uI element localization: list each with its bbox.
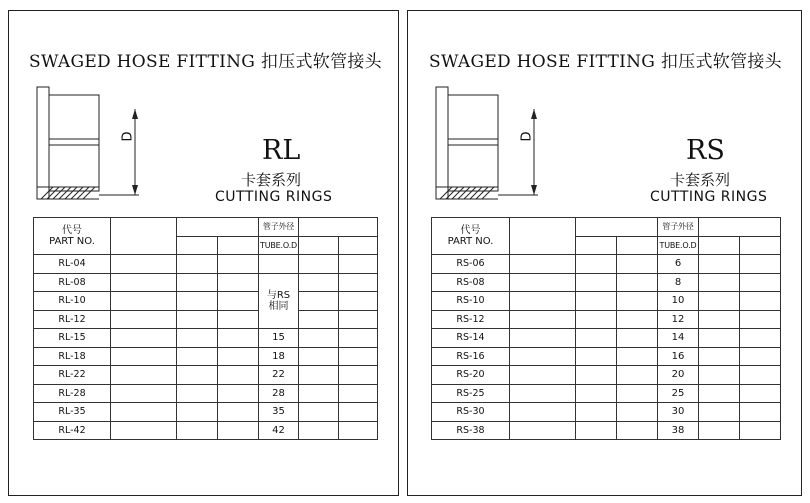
part-no-cell: RS-08 bbox=[432, 273, 510, 292]
part-no-cell: RL-28 bbox=[34, 384, 111, 403]
part-no-cell: RS-30 bbox=[432, 403, 510, 422]
panel-title: SWAGED HOSE FITTING 扣压式软管接头 bbox=[429, 52, 782, 72]
series-name-cn: 卡套系列 bbox=[670, 171, 731, 189]
tube-od-cell: 30 bbox=[658, 403, 699, 422]
part-no-cell: RS-06 bbox=[432, 255, 510, 274]
same-as-rs-note: 与RS 相同 bbox=[259, 273, 299, 329]
part-no-cell: RL-08 bbox=[34, 273, 111, 292]
part-no-cell: RL-15 bbox=[34, 329, 111, 348]
tube-od-cell: 12 bbox=[658, 310, 699, 329]
tube-od-header-en: TUBE.O.D bbox=[658, 236, 699, 255]
part-no-cell: RL-22 bbox=[34, 366, 111, 385]
part-no-cell: RL-10 bbox=[34, 292, 111, 311]
tube-od-cell: 18 bbox=[259, 347, 299, 366]
part-no-cell: RS-16 bbox=[432, 347, 510, 366]
tube-od-header-cn: 管子外径 bbox=[259, 218, 299, 237]
tube-od-header-en: TUBE.O.D bbox=[259, 236, 299, 255]
spec-table bbox=[431, 217, 781, 440]
fitting-drawing bbox=[31, 79, 151, 209]
tube-od-cell: 15 bbox=[259, 329, 299, 348]
tube-od-cell: 25 bbox=[658, 384, 699, 403]
tube-od-header-cn: 管子外径 bbox=[658, 218, 699, 237]
tube-od-cell: 35 bbox=[259, 403, 299, 422]
tube-od-cell: 42 bbox=[259, 421, 299, 440]
tube-od-cell: 16 bbox=[658, 347, 699, 366]
tube-od-cell: 20 bbox=[658, 366, 699, 385]
dimension-label-d: D bbox=[519, 131, 535, 142]
tube-od-cell: 6 bbox=[658, 255, 699, 274]
part-no-cell: RS-25 bbox=[432, 384, 510, 403]
series-name-cn: 卡套系列 bbox=[241, 171, 302, 189]
series-name-en: CUTTING RINGS bbox=[215, 189, 333, 205]
tube-od-cell: 28 bbox=[259, 384, 299, 403]
fitting-drawing bbox=[430, 79, 550, 209]
part-no-cell: RL-42 bbox=[34, 421, 111, 440]
part-no-header: 代号 PART NO. bbox=[34, 218, 111, 255]
part-no-cell: RS-14 bbox=[432, 329, 510, 348]
spec-table bbox=[33, 217, 378, 440]
tube-od-cell: 22 bbox=[259, 366, 299, 385]
panel-title: SWAGED HOSE FITTING 扣压式软管接头 bbox=[29, 52, 382, 72]
part-no-cell: RS-10 bbox=[432, 292, 510, 311]
part-no-cell: RL-18 bbox=[34, 347, 111, 366]
part-no-cell: RL-35 bbox=[34, 403, 111, 422]
series-name-en: CUTTING RINGS bbox=[650, 189, 768, 205]
part-no-cell: RS-12 bbox=[432, 310, 510, 329]
catalog-panel-rs bbox=[407, 10, 802, 496]
part-no-cell: RL-04 bbox=[34, 255, 111, 274]
tube-od-cell: 8 bbox=[658, 273, 699, 292]
dimension-label-d: D bbox=[120, 131, 136, 142]
series-code: RL bbox=[262, 135, 301, 166]
series-code: RS bbox=[686, 135, 725, 166]
tube-od-cell: 38 bbox=[658, 421, 699, 440]
catalog-panel-rl bbox=[8, 10, 399, 496]
tube-od-cell: 14 bbox=[658, 329, 699, 348]
part-no-header: 代号 PART NO. bbox=[432, 218, 510, 255]
part-no-cell: RL-12 bbox=[34, 310, 111, 329]
part-no-cell: RS-20 bbox=[432, 366, 510, 385]
part-no-cell: RS-38 bbox=[432, 421, 510, 440]
tube-od-cell: 10 bbox=[658, 292, 699, 311]
